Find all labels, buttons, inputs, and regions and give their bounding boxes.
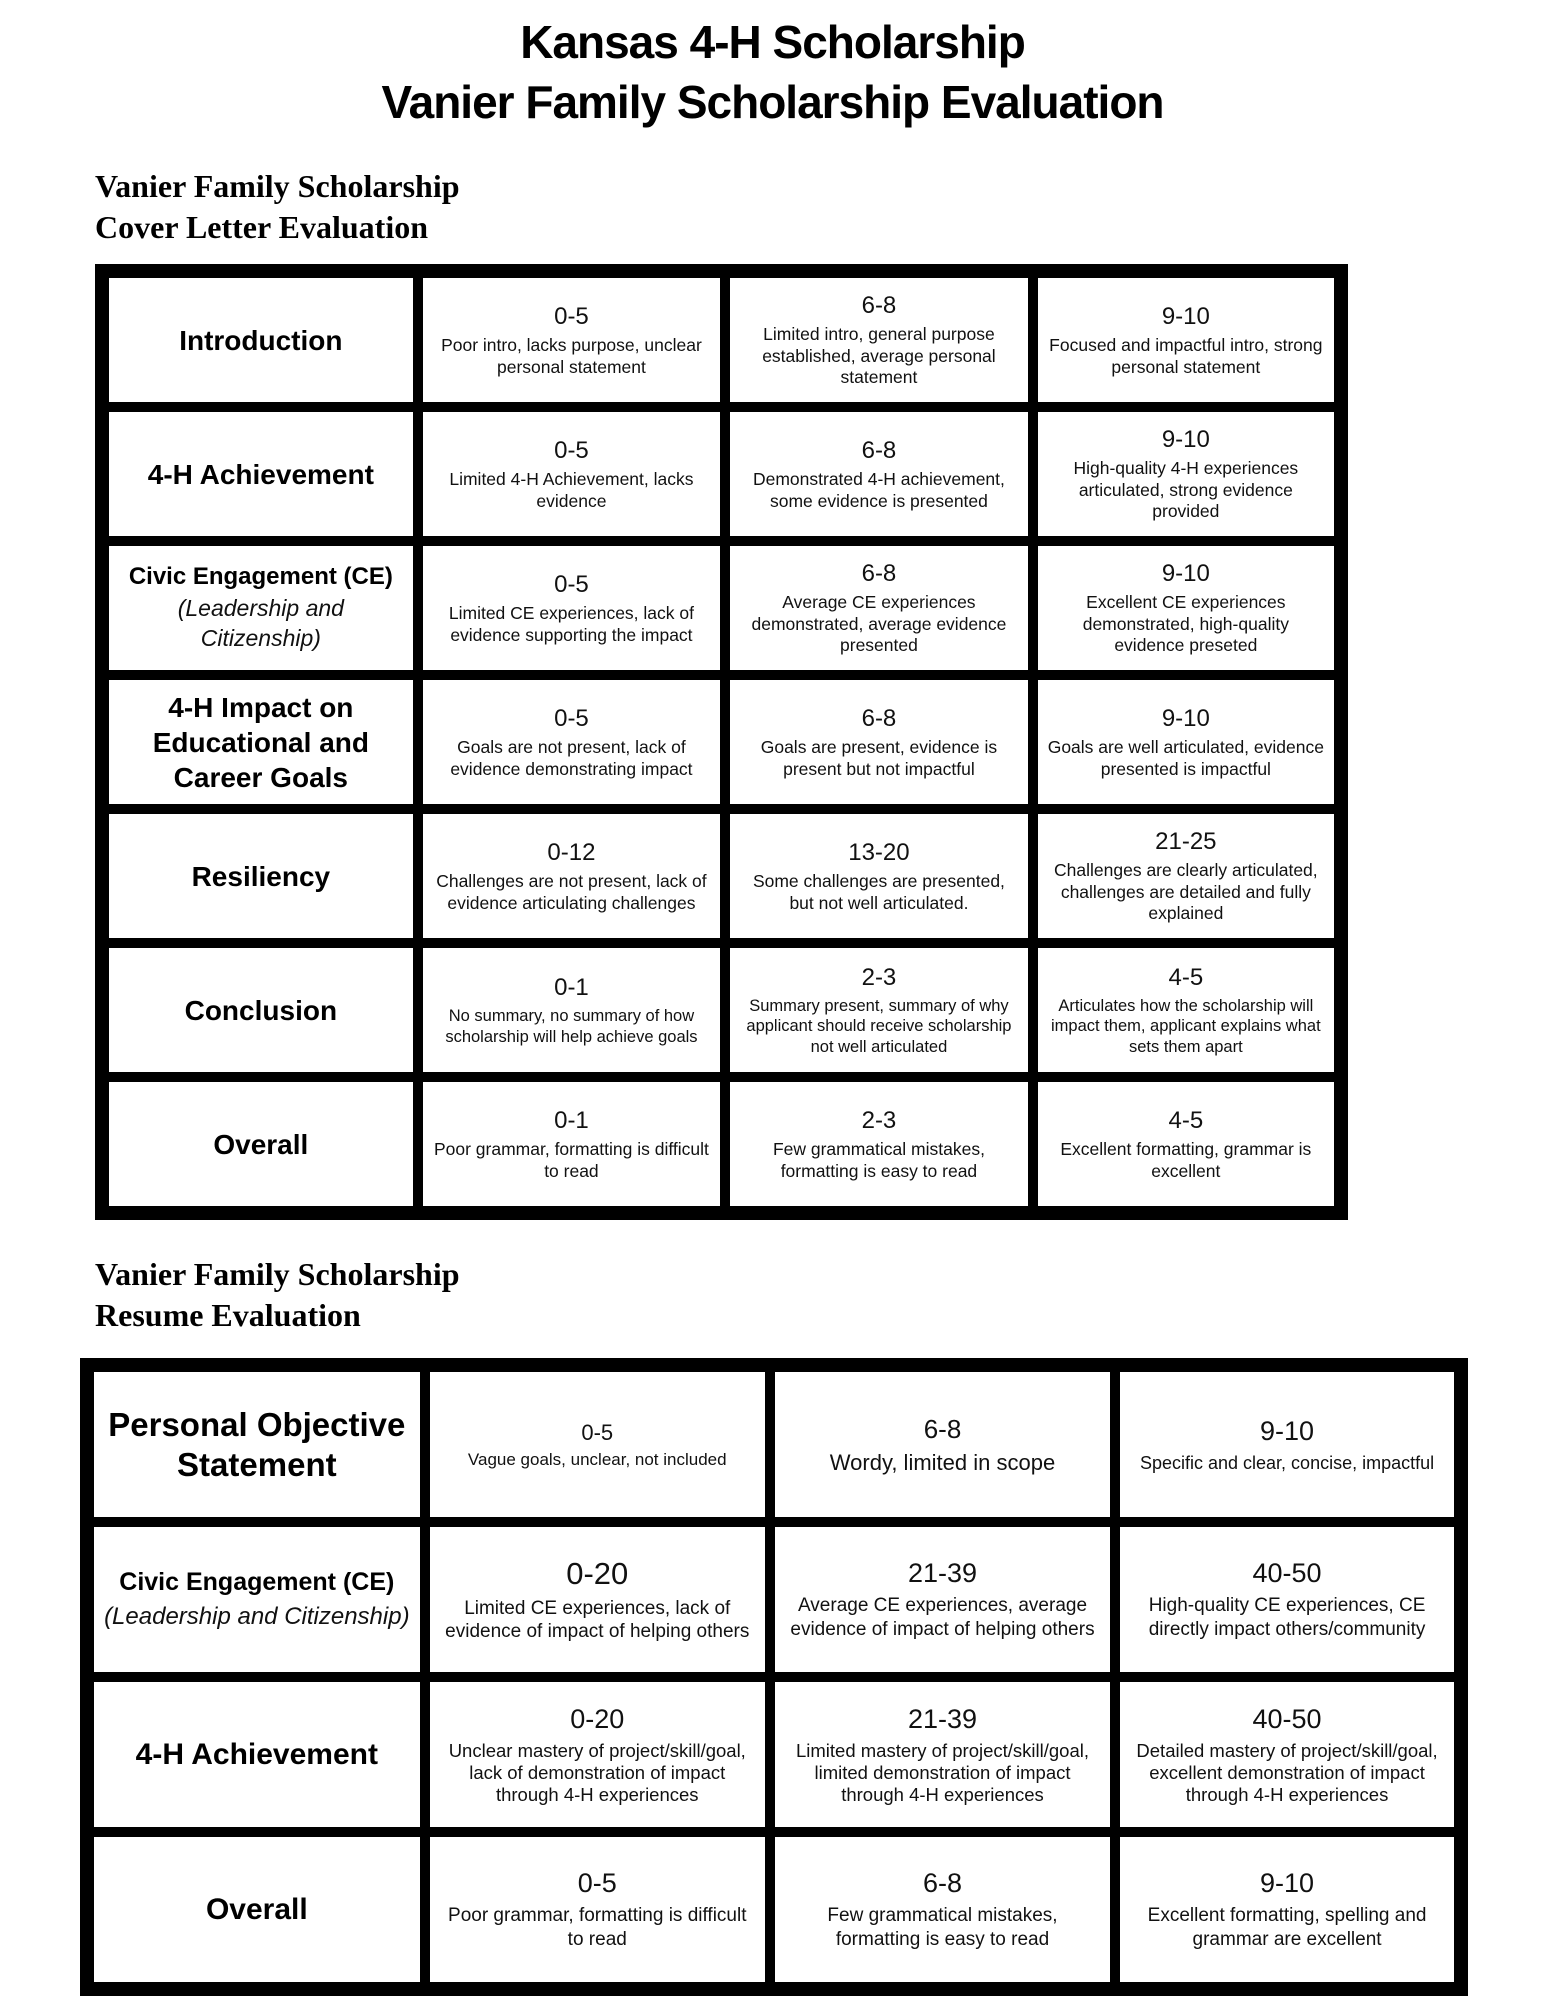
score-cell-high [1115, 1832, 1459, 1987]
score-description: Poor grammar, formatting is difficult to read [433, 1139, 709, 1181]
criterion-label-cell [89, 1367, 425, 1522]
score-range: 6-8 [922, 1868, 962, 1899]
score-cell-mid [725, 273, 1033, 407]
score-description: Specific and clear, concise, impactful [1139, 1452, 1435, 1473]
criterion-label: Civic Engagement (CE) [119, 1568, 395, 1597]
criterion-label-cell [104, 541, 418, 675]
score-description: Excellent formatting, spelling and grammar are excellent [1147, 1905, 1427, 1950]
score-description: Limited CE experiences, lack of evidence supporting the impact [448, 603, 694, 645]
score-range: 2-3 [861, 964, 897, 992]
score-cell-mid [725, 407, 1033, 541]
criterion-label: 4-H Impact on Educational and Career Goals [152, 691, 369, 793]
score-range: 21-25 [1155, 828, 1217, 856]
score-description: Few grammatical mistakes, formatting is easy to read [772, 1139, 985, 1181]
score-range: 6-8 [861, 705, 897, 733]
score-range: 6-8 [861, 437, 897, 465]
criterion-label-cell [104, 943, 418, 1077]
score-range: 9-10 [1161, 426, 1210, 454]
score-description: Goals are present, evidence is present but not impactful [760, 737, 998, 779]
score-cell-low [425, 1677, 770, 1832]
page-title [0, 0, 1545, 132]
score-range: 9-10 [1161, 303, 1210, 331]
score-description: High-quality 4-H experiences articulated, strong evidence provided [1073, 458, 1299, 522]
score-cell-mid [770, 1677, 1115, 1832]
score-description: Some challenges are presented, but not well articulated. [752, 871, 1005, 913]
score-range: 0-5 [554, 303, 589, 331]
score-description: Challenges are clearly articulated, challenges are detailed and fully explained [1054, 860, 1318, 924]
resume-section-heading [95, 1254, 1545, 1336]
score-description: Excellent formatting, grammar is excellent [1060, 1139, 1312, 1181]
score-range: 0-5 [554, 705, 589, 733]
score-cell-high [1033, 943, 1339, 1077]
criterion-label: Civic Engagement (CE) [128, 563, 393, 591]
score-range: 0-5 [554, 571, 589, 599]
score-range: 0-5 [554, 437, 589, 465]
score-cell-high [1115, 1677, 1459, 1832]
score-description: Goals are not present, lack of evidence demonstrating impact [450, 737, 693, 779]
resume-evaluation-table [80, 1358, 1468, 1996]
score-description: Vague goals, unclear, not included [467, 1450, 727, 1470]
page-title-line-2: Vanier Family Scholarship Evaluation [381, 76, 1164, 128]
rubric-row-personal-objective [89, 1367, 1459, 1522]
score-description: Limited CE experiences, lack of evidence of impact of helping others [445, 1597, 750, 1643]
score-cell-mid [770, 1522, 1115, 1677]
score-description: Articulates how the scholarship will impact them, applicant explains what sets them apart [1051, 997, 1321, 1056]
rubric-row-4h-achievement [104, 407, 1339, 541]
score-cell-low [425, 1522, 770, 1677]
score-range: 6-8 [861, 292, 897, 320]
criterion-label: Personal Objective Statement [108, 1405, 406, 1483]
score-description: Detailed mastery of project/skill/goal, excellent demonstration of impact through 4-H experiences [1136, 1740, 1438, 1805]
score-range: 6-8 [923, 1414, 962, 1444]
score-range: 0-12 [547, 839, 596, 867]
cover-letter-evaluation-table [95, 264, 1348, 1220]
score-range: 13-20 [848, 839, 910, 867]
criterion-sublabel: (Leadership and Citizenship) [177, 595, 344, 651]
criterion-label-cell [89, 1832, 425, 1987]
criterion-label: 4-H Achievement [147, 458, 374, 490]
score-description: No summary, no summary of how scholarship will help achieve goals [445, 1007, 698, 1046]
score-description: Excellent CE experiences demonstrated, high-quality evidence preseted [1082, 592, 1289, 656]
score-description: Poor intro, lacks purpose, unclear personal statement [441, 335, 702, 377]
score-cell-low [418, 809, 726, 943]
cover-heading-line-1: Vanier Family Scholarship [95, 168, 460, 204]
score-description: High-quality CE experiences, CE directly impact others/community [1148, 1595, 1426, 1640]
score-description: Demonstrated 4-H achievement, some evidence is presented [752, 469, 1005, 511]
score-range: 0-1 [554, 974, 589, 1002]
score-range: 4-5 [1168, 964, 1204, 992]
score-cell-high [1033, 541, 1339, 675]
criterion-label: Conclusion [184, 994, 338, 1026]
cover-heading-line-2: Cover Letter Evaluation [95, 209, 428, 245]
rubric-row-overall [104, 1077, 1339, 1211]
criterion-label-cell [104, 273, 418, 407]
score-cell-high [1033, 675, 1339, 809]
rubric-row-conclusion [104, 943, 1339, 1077]
score-range: 40-50 [1252, 1704, 1322, 1735]
score-cell-mid [725, 541, 1033, 675]
score-range: 9-10 [1161, 705, 1210, 733]
score-cell-mid [725, 943, 1033, 1077]
score-range: 0-20 [570, 1704, 625, 1735]
score-description: Limited intro, general purpose established, average personal statement [762, 324, 996, 388]
score-description: Few grammatical mistakes, formatting is easy to read [827, 1905, 1058, 1950]
page-title-line-1: Kansas 4-H Scholarship [520, 16, 1025, 68]
score-description: Poor grammar, formatting is difficult to read [448, 1905, 747, 1950]
score-description: Challenges are not present, lack of evidence articulating challenges [436, 871, 707, 913]
criterion-label-cell [104, 407, 418, 541]
resume-heading-line-2: Resume Evaluation [95, 1297, 361, 1333]
score-cell-low [418, 407, 726, 541]
criterion-label-cell [104, 1077, 418, 1211]
score-description: Goals are well articulated, evidence presented is impactful [1047, 737, 1324, 779]
rubric-row-introduction [104, 273, 1339, 407]
score-cell-mid [770, 1367, 1115, 1522]
score-description: Limited 4-H Achievement, lacks evidence [449, 469, 694, 511]
rubric-row-4h-achievement [89, 1677, 1459, 1832]
score-cell-low [418, 675, 726, 809]
score-cell-mid [725, 809, 1033, 943]
score-cell-mid [725, 1077, 1033, 1211]
score-cell-low [425, 1367, 770, 1522]
score-range: 21-39 [907, 1558, 978, 1589]
criterion-label: 4-H Achievement [135, 1737, 378, 1771]
score-cell-low [418, 1077, 726, 1211]
score-cell-low [418, 541, 726, 675]
criterion-sublabel: (Leadership and Citizenship) [104, 1602, 410, 1630]
score-cell-high [1033, 809, 1339, 943]
criterion-label-cell [89, 1677, 425, 1832]
criterion-label-cell [104, 675, 418, 809]
score-cell-low [418, 943, 726, 1077]
score-range: 0-1 [554, 1107, 589, 1135]
rubric-row-civic-engagement [89, 1522, 1459, 1677]
score-range: 21-39 [907, 1704, 978, 1735]
score-cell-high [1115, 1367, 1459, 1522]
score-description: Unclear mastery of project/skill/goal, lack of demonstration of impact through 4-H experiences [448, 1740, 746, 1805]
score-description: Focused and impactful intro, strong personal statement [1049, 335, 1323, 377]
score-description: Average CE experiences demonstrated, average evidence presented [751, 592, 1007, 656]
score-range: 9-10 [1260, 1415, 1315, 1446]
score-range: 0-20 [566, 1555, 629, 1591]
score-cell-high [1033, 407, 1339, 541]
criterion-label: Overall [205, 1892, 308, 1926]
rubric-row-4h-impact-goals [104, 675, 1339, 809]
criterion-label: Introduction [179, 324, 343, 356]
rubric-row-overall [89, 1832, 1459, 1987]
score-range: 40-50 [1252, 1558, 1322, 1589]
score-range: 0-5 [581, 1419, 614, 1445]
score-description: Wordy, limited in scope [829, 1449, 1056, 1475]
criterion-label-cell [104, 809, 418, 943]
rubric-row-civic-engagement [104, 541, 1339, 675]
score-cell-high [1033, 1077, 1339, 1211]
score-cell-high [1033, 273, 1339, 407]
score-cell-low [425, 1832, 770, 1987]
criterion-label-cell [89, 1522, 425, 1677]
score-range: 6-8 [861, 560, 897, 588]
score-range: 2-3 [861, 1107, 897, 1135]
score-description: Average CE experiences, average evidence of impact of helping others [790, 1595, 1095, 1640]
resume-heading-line-1: Vanier Family Scholarship [95, 1256, 460, 1292]
score-cell-low [418, 273, 726, 407]
score-range: 9-10 [1260, 1868, 1315, 1899]
score-cell-high [1115, 1522, 1459, 1677]
score-range: 9-10 [1161, 560, 1210, 588]
score-description: Limited mastery of project/skill/goal, limited demonstration of impact through 4-H experiences [795, 1740, 1089, 1805]
cover-letter-section-heading [95, 166, 1545, 248]
score-cell-mid [770, 1832, 1115, 1987]
score-description: Summary present, summary of why applicant should receive scholarship not well articulated [746, 997, 1012, 1056]
score-range: 4-5 [1168, 1107, 1204, 1135]
score-range: 0-5 [577, 1868, 617, 1899]
criterion-label: Overall [213, 1128, 309, 1160]
rubric-row-resiliency [104, 809, 1339, 943]
criterion-label: Resiliency [191, 860, 331, 892]
score-cell-mid [725, 675, 1033, 809]
